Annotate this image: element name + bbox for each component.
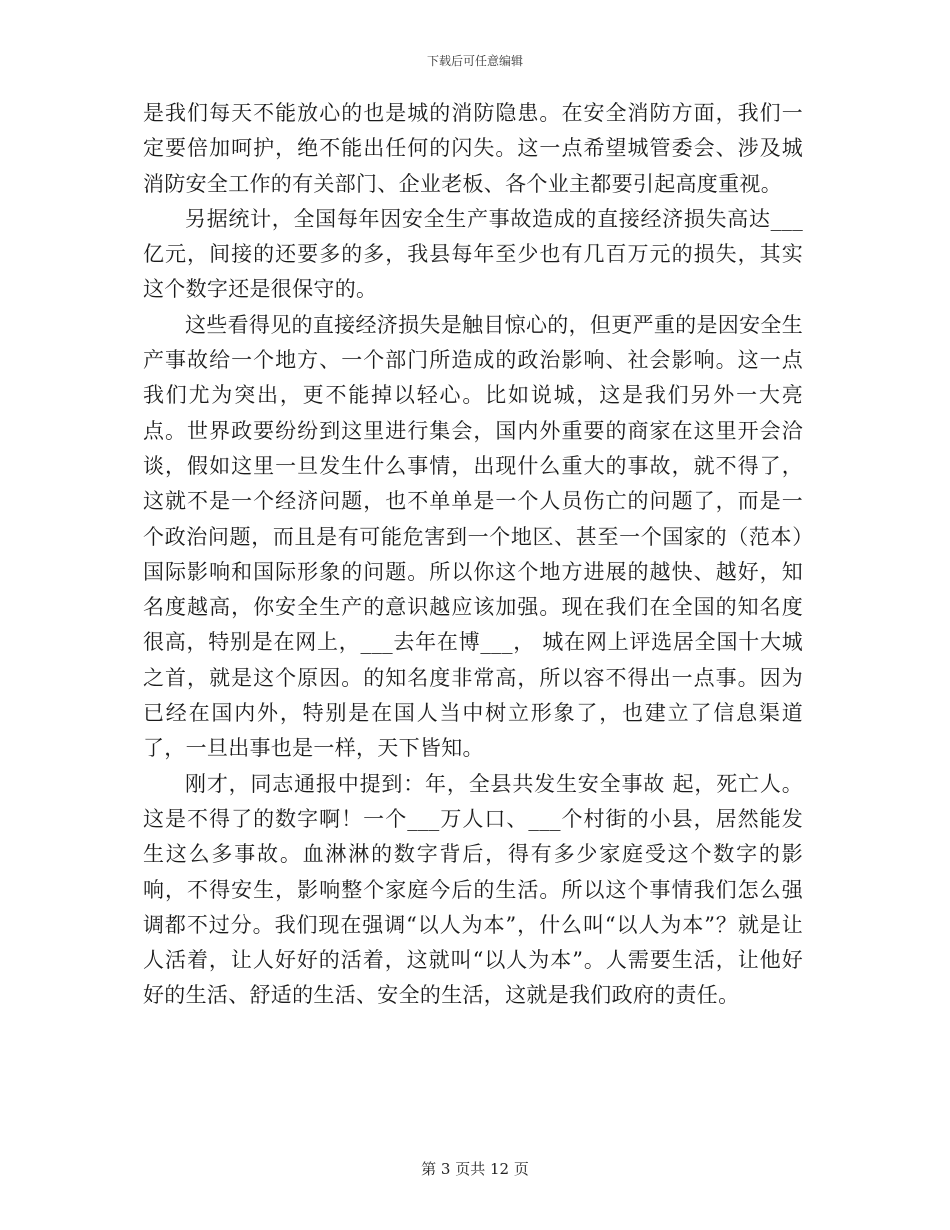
paragraph-3: 这些看得见的直接经济损失是触目惊心的，但更严重的是因安全生产事故给一个地方、一个部门所造成的政治影响、社会影响。这一点我们尤为突出，更不能掉以轻心。比如说城，这是我们另外一大亮点。世界政要纷纷到这里进行集会，国内外重要的商家在这里开会洽谈，假如这里一旦发生什么事情，出现什么重大的事故，就不得了，这就不是一个经济问题，也不单单是一个人员伤亡的问题了，而是一个政治问题，而且是有可能危害到一个地区、甚至一个国家的（范本）国际影响和国际形象的问题。所以你这个地方进展的越快、越好，知名度越高，你安全生产的意识越应该加强。现在我们在全国的知名度很高，特别是在网上，___去年在博___， 城在网上评选居全国十大城之首，就是这个原因。的知名度非常高，所以容不得出一点事。因为已经在国内外，特别是在国人当中树立形象了，也建立了信息渠道了，一旦出事也是一样，天下皆知。 (143, 312, 803, 761)
page-header-note: 下载后可任意编辑 (426, 54, 523, 68)
paragraph-1: 是我们每天不能放心的也是城的消防隐患。在安全消防方面，我们一定要倍加呵护，绝不能出任何的闪失。这一点希望城管委会、涉及城消防安全工作的有关部门、企业老板、各个业主都要引起高度重视。 (143, 101, 803, 196)
paragraph-2: 另据统计，全国每年因安全生产事故造成的直接经济损失高达___亿元，间接的还要多的多，我县每年至少也有几百万元的损失，其实这个数字还是很保守的。 (143, 206, 803, 302)
paragraph-4: 刚才，同志通报中提到：年，全县共发生安全事故 起，死亡人。这是不得了的数字啊！一个___万人口、___个村街的小县，居然能发生这么多事故。血淋淋的数字背后，得有多少家庭受这个数字的影响，不得安生，影响整个家庭今后的生活。所以这个事情我们怎么强调都不过分。我们现在强调“以人为本”，什么叫“以人为本”？就是让人活着，让人好好的活着，这就叫“以人为本”。人需要生活，让他好好的生活、舒适的生活、安全的生活，这就是我们政府的责任。 (143, 771, 803, 1008)
document-body (143, 96, 803, 1014)
page-number: 第 3 页共 12 页 (421, 1160, 529, 1178)
